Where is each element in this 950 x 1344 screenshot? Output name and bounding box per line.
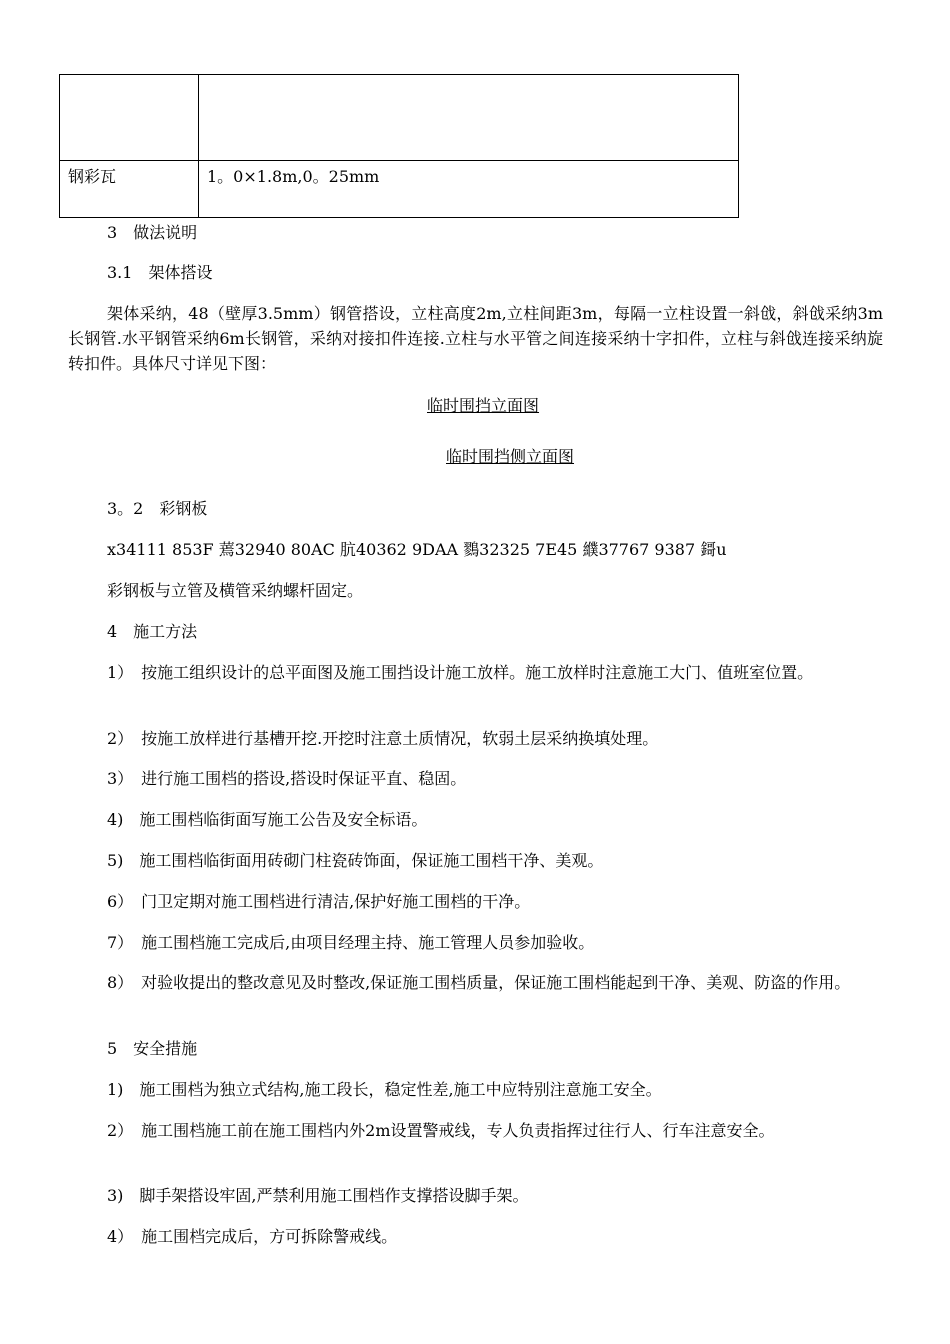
list-item: 5) 施工围档临街面用砖砌门柱瓷砖饰面，保证施工围档干净、美观。 (107, 851, 604, 870)
section-3-1-heading: 3.1 架体搭设 (107, 263, 213, 282)
list-item: 7） 施工围档施工完成后,由项目经理主持、施工管理人员参加验收。 (107, 933, 595, 952)
table-row (60, 75, 739, 161)
list-item: 4) 施工围档临街面写施工公告及安全标语。 (107, 810, 428, 829)
section-3-2-body: 彩钢板与立管及横管采纳螺杆固定。 (107, 581, 364, 600)
list-item: 4） 施工围档完成后，方可拆除警戒线。 (107, 1227, 398, 1246)
list-item: 8） 对验收提出的整改意见及时整改,保证施工围档质量，保证施工围档能起到干净、美观、防盗的作用。 (107, 973, 851, 992)
section-3-2-heading: 3。2 彩钢板 (107, 499, 208, 518)
table-row (60, 161, 739, 218)
table-cell-name (60, 75, 199, 161)
section-3-2-garbled-text: x34111 853F 蔫32940 80AC 肮40362 9DAA 鷚32325 7E45 纀37767 9387 鎶u (107, 540, 727, 559)
section-5-heading: 5 安全措施 (107, 1039, 198, 1058)
table-cell-spec: 1。0×1.8m,0。25mm (199, 161, 739, 218)
list-item: 3） 进行施工围档的搭设,搭设时保证平直、稳固。 (107, 769, 467, 788)
figure-caption-side-elevation: 临时围挡侧立面图 (446, 447, 575, 466)
materials-table (59, 74, 739, 218)
list-item: 2） 施工围档施工前在施工围档内外2m设置警戒线，专人负责指挥过往行人、行车注意安全。 (107, 1121, 775, 1140)
list-item: 3) 脚手架搭设牢固,严禁利用施工围档作支撑搭设脚手架。 (107, 1186, 529, 1205)
list-item: 2） 按施工放样进行基槽开挖.开挖时注意土质情况，软弱土层采纳换填处理。 (107, 729, 659, 748)
list-item: 1） 按施工组织设计的总平面图及施工围挡设计施工放样。施工放样时注意施工大门、值班室位置。 (107, 663, 814, 682)
figure-caption-elevation: 临时围挡立面图 (427, 396, 540, 415)
table-cell-name: 钢彩瓦 (60, 161, 199, 218)
list-item: 6） 门卫定期对施工围档进行清洁,保护好施工围档的干净。 (107, 892, 531, 911)
section-4-heading: 4 施工方法 (107, 622, 198, 641)
table-cell-spec (199, 75, 739, 161)
section-3-1-body: 架体采纳，48（壁厚3.5mm）钢管搭设，立柱高度2m,立柱间距3m，每隔一立柱设置一斜戗，斜戗采纳3m长钢管.水平钢管采纳6m长钢管，采纳对接扣件连接.立柱与水平管之间连接采纳十字扣件，立柱与斜戗连接采纳旋转扣件。具体尺寸详见下图： (68, 304, 883, 373)
section-3-heading: 3 做法说明 (107, 223, 198, 242)
list-item: 1) 施工围档为独立式结构,施工段长，稳定性差,施工中应特别注意施工安全。 (107, 1080, 662, 1099)
